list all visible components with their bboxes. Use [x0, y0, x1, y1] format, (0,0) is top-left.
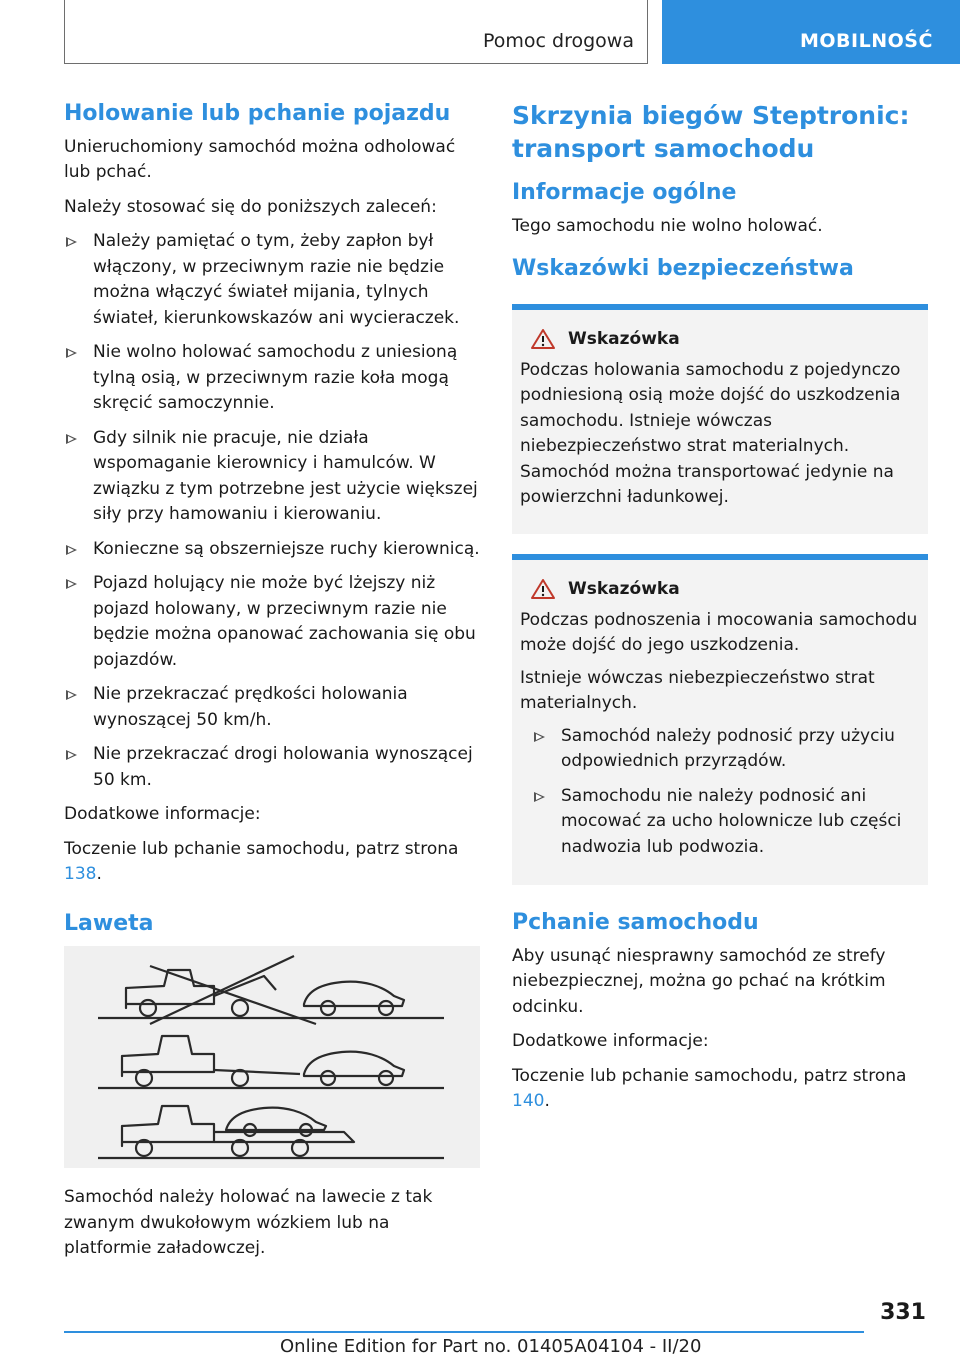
figure-caption: Samochód należy holować na lawecie z tak zwanym dwukołowym wózkiem lub na platformie załadowczej.: [64, 1187, 433, 1259]
towing-methods-illustration: [64, 946, 480, 1168]
footer-edition: Online Edition for Part no. 01405A04104 - II/20: [280, 1336, 702, 1357]
triangle-bullet-icon: [534, 792, 545, 802]
right-column: [512, 100, 928, 1124]
warning-text: Podczas holowania samochodu z pojedynczo podniesioną osią może dojść do uszkodzenia samochodu. Istnieje wówczas niebezpieczeństwo strat materialnych. Samochód można transportować jedynie na powierzchni ładunkowej.: [520, 359, 901, 508]
steptronic-title: Skrzynia biegów Steptronic: transport samochodu: [512, 101, 910, 163]
triangle-bullet-icon: [66, 750, 77, 760]
list-item: Nie przekraczać prędkości holowania wynoszącej 50 km/h.: [64, 682, 480, 733]
triangle-bullet-icon: [66, 690, 77, 700]
triangle-bullet-icon: [66, 545, 77, 555]
pushing-text: Aby usunąć niesprawny samochód ze strefy niebezpiecznej, można go pchać na krótkim odcinku.: [512, 945, 886, 1017]
warning-triangle-icon: [530, 578, 556, 600]
footer-divider: [64, 1331, 864, 1333]
list-item: Pojazd holujący nie może być lżejszy niż pojazd holowany, w przeciwnym razie nie będzie można opanować zachowania się obu pojazdów.: [64, 571, 480, 673]
general-info-text: Tego samochodu nie wolno holować.: [512, 215, 823, 236]
warning-box-2: [512, 554, 928, 886]
warning-box-1: [512, 304, 928, 534]
warning-label: Wskazówka: [568, 578, 680, 599]
triangle-bullet-icon: [66, 579, 77, 589]
warning-header: [530, 328, 920, 350]
list-item: Gdy silnik nie pracuje, nie działa wspomaganie kierownicy i hamulców. W związku z tym potrzebne jest użycie większej siły przy hamowaniu i kierowaniu.: [64, 426, 480, 528]
general-info-title: Informacje ogólne: [512, 180, 737, 205]
more-info-label: Dodatkowe informacje:: [512, 1031, 709, 1052]
list-item: Należy pamiętać o tym, żeby zapłon był włączony, w przeciwnym razie nie będzie można włączyć świateł mijania, tylnych świateł, kierunkowskazów ani wycieraczek.: [64, 229, 480, 331]
cross-reference: Toczenie lub pchanie samochodu, patrz strona 140.: [512, 1065, 907, 1112]
warning-bullet-list: [532, 724, 920, 861]
page-link[interactable]: 138: [64, 864, 97, 885]
triangle-bullet-icon: [66, 237, 77, 247]
flatbed-title: Laweta: [64, 910, 154, 936]
warning-header: [530, 578, 920, 600]
warning-label: Wskazówka: [568, 328, 680, 349]
towing-bullet-list: [64, 229, 480, 793]
list-item: Samochód należy podnosić przy użyciu odpowiednich przyrządów.: [532, 724, 920, 775]
header-section-title: Pomoc drogowa: [483, 30, 634, 52]
more-info-label: Dodatkowe informacje:: [64, 804, 261, 825]
page-link[interactable]: 140: [512, 1091, 545, 1112]
header-chapter-tab[interactable]: MOBILNOŚĆ: [662, 0, 960, 64]
towing-intro: Unieruchomiony samochód można odholować lub pchać.: [64, 136, 456, 183]
warning-text-2: Istnieje wówczas niebezpieczeństwo strat materialnych.: [520, 667, 875, 714]
list-item: Nie przekraczać drogi holowania wynoszącej 50 km.: [64, 742, 480, 793]
list-item: Konieczne są obszerniejsze ruchy kierownicą.: [64, 537, 480, 563]
tow-trucks-icon: [64, 946, 480, 1168]
warning-text-1: Podczas podnoszenia i mocowania samochodu może dojść do jego uszkodzenia.: [520, 609, 918, 656]
cross-reference: Toczenie lub pchanie samochodu, patrz strona 138.: [64, 838, 459, 885]
page-number: 331: [880, 1300, 926, 1325]
pushing-title: Pchanie samochodu: [512, 910, 759, 936]
triangle-bullet-icon: [66, 434, 77, 444]
safety-title: Wskazówki bezpieczeństwa: [512, 256, 854, 282]
towing-lead: Należy stosować się do poniższych zaleceń:: [64, 196, 437, 217]
list-item: Samochodu nie należy podnosić ani mocować za ucho holownicze lub części nadwozia lub podwozia.: [532, 784, 920, 861]
triangle-bullet-icon: [66, 348, 77, 358]
left-column: [64, 100, 480, 1279]
warning-triangle-icon: [530, 328, 556, 350]
triangle-bullet-icon: [534, 732, 545, 742]
towing-title: Holowanie lub pchanie pojazdu: [64, 101, 451, 126]
list-item: Nie wolno holować samochodu z uniesioną tylną osią, w przeciwnym razie koła mogą skręcić samoczynnie.: [64, 340, 480, 417]
